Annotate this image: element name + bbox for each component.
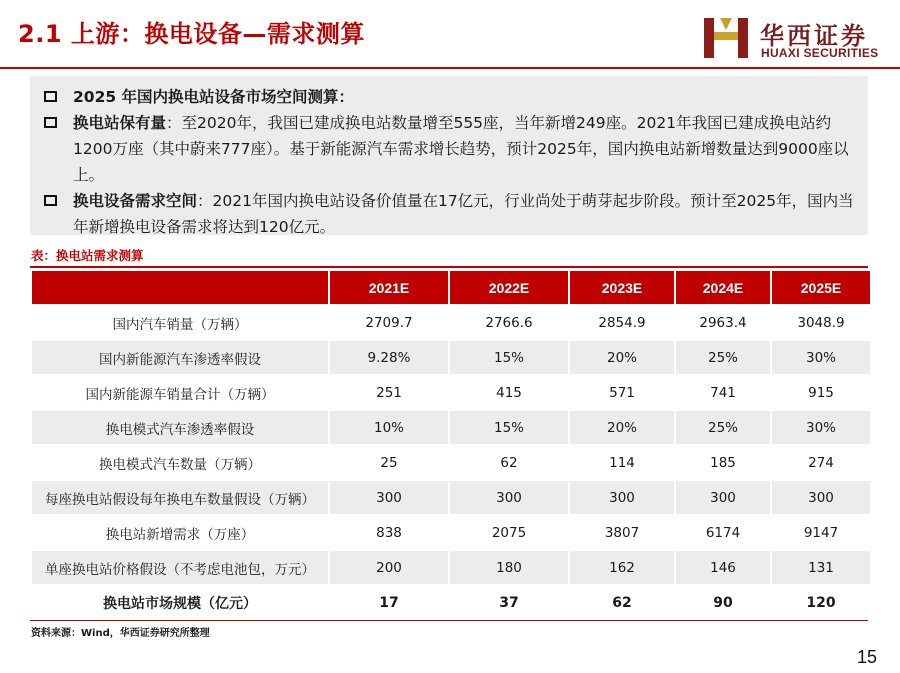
square-bullet-icon [44,91,57,102]
table-row [32,516,870,549]
table-cell: 2963.4 [699,314,747,331]
table-cell: 30% [772,411,870,444]
bullet-body: ：2021年国内换电站设备价值量在17亿元，行业尚处于萌芽起步阶段。预计至2025年，国内当年新增换电设备需求将达到120亿元。 [73,192,854,236]
column-header: 2021E [330,271,448,304]
table-cell: 300 [676,481,770,514]
table-cell: 6174 [705,524,741,541]
table-cell: 300 [570,481,674,514]
table-row [32,446,870,479]
row-label: 换电模式汽车渗透率假设 [32,411,328,444]
row-label: 换电站市场规模（亿元） [103,595,257,612]
table-cell: 120 [806,594,836,611]
table-cell: 741 [710,384,736,401]
caption-divider [30,266,868,268]
table-row [32,341,870,374]
row-label: 换电站新增需求（万座） [105,526,255,543]
table-cell: 2709.7 [365,314,413,331]
table-cell: 15% [450,341,568,374]
table-row [32,551,870,584]
row-label: 单座换电站价格假设（不考虑电池包，万元） [32,551,328,584]
column-header: 2023E [570,271,674,304]
source-divider [30,620,868,621]
summary-box [30,76,868,235]
slide-title: 2.1 上游：换电设备—需求测算 [18,20,365,48]
summary-bullet [44,84,854,110]
table-cell: 9.28% [330,341,448,374]
row-label: 国内新能源车销量合计（万辆） [85,386,275,403]
column-header: 2025E [772,271,870,304]
table-header-row [32,271,870,304]
table-cell: 300 [772,481,870,514]
table-cell: 17 [379,594,399,611]
table-cell: 3048.9 [797,314,845,331]
bullet-body: ：至2020年，我国已建成换电站数量增至555座，当年新增249座。2021年我国已建成换电站约1200万座（其中蔚来777座）。基于新能源汽车需求增长趋势，预计2025年，国内换电站新增数量达到9000座以上。 [73,114,849,184]
table-cell: 37 [499,594,519,611]
table-cell: 2854.9 [598,314,646,331]
table-cell: 571 [609,384,635,401]
bullet-lead: 2025 年国内换电站设备市场空间测算： [73,88,355,106]
table-cell: 185 [710,454,736,471]
column-header [32,271,328,304]
table-cell: 25% [676,411,770,444]
row-label: 国内新能源汽车渗透率假设 [32,341,328,374]
square-bullet-icon [44,195,57,206]
logo-english-text: HUAXI SECURITIES [761,46,879,60]
page-number: 15 [857,647,878,667]
table-cell: 838 [376,524,402,541]
bullet-lead: 换电站保有量 [73,114,167,132]
table-row [32,306,870,339]
row-label: 换电模式汽车数量（万辆） [99,456,261,473]
demand-table [30,269,872,621]
table-cell: 114 [609,454,635,471]
table-cell: 915 [808,384,834,401]
table-total-row [32,586,870,619]
table-cell: 62 [612,594,632,611]
table-cell: 131 [772,551,870,584]
table-cell: 62 [500,454,518,471]
table-row [32,481,870,514]
table-caption: 表：换电站需求测算 [31,248,144,263]
table-cell: 10% [330,411,448,444]
table-cell: 162 [570,551,674,584]
row-label: 每座换电站假设每年换电车数量假设（万辆） [32,481,328,514]
table-cell: 415 [496,384,522,401]
table-cell: 20% [570,411,674,444]
table-cell: 2075 [491,524,527,541]
logo-chinese-text: 华西证券 [760,22,868,50]
huaxi-logo-mark-icon [700,12,752,64]
table-cell: 300 [330,481,448,514]
table-cell: 300 [450,481,568,514]
table-row [32,376,870,409]
table-cell: 25% [676,341,770,374]
source-note: 资料来源：Wind，华西证券研究所整理 [31,628,210,639]
huaxi-logo [700,12,890,64]
table-cell: 30% [772,341,870,374]
row-label: 国内汽车销量（万辆） [112,316,248,333]
summary-bullet [44,188,854,240]
table-cell: 9147 [803,524,839,541]
table-cell: 146 [676,551,770,584]
table-cell: 20% [570,341,674,374]
table-cell: 274 [808,454,834,471]
summary-bullet [44,110,854,188]
table-row [32,411,870,444]
table-cell: 90 [713,594,733,611]
table-cell: 2766.6 [485,314,533,331]
column-header: 2022E [450,271,568,304]
header-divider [0,67,900,69]
table-cell: 251 [376,384,402,401]
bullet-lead: 换电设备需求空间 [73,192,198,210]
table-cell: 15% [450,411,568,444]
square-bullet-icon [44,117,57,128]
table-cell: 25 [380,454,398,471]
table-cell: 180 [450,551,568,584]
table-cell: 3807 [604,524,640,541]
table-cell: 200 [330,551,448,584]
column-header: 2024E [676,271,770,304]
